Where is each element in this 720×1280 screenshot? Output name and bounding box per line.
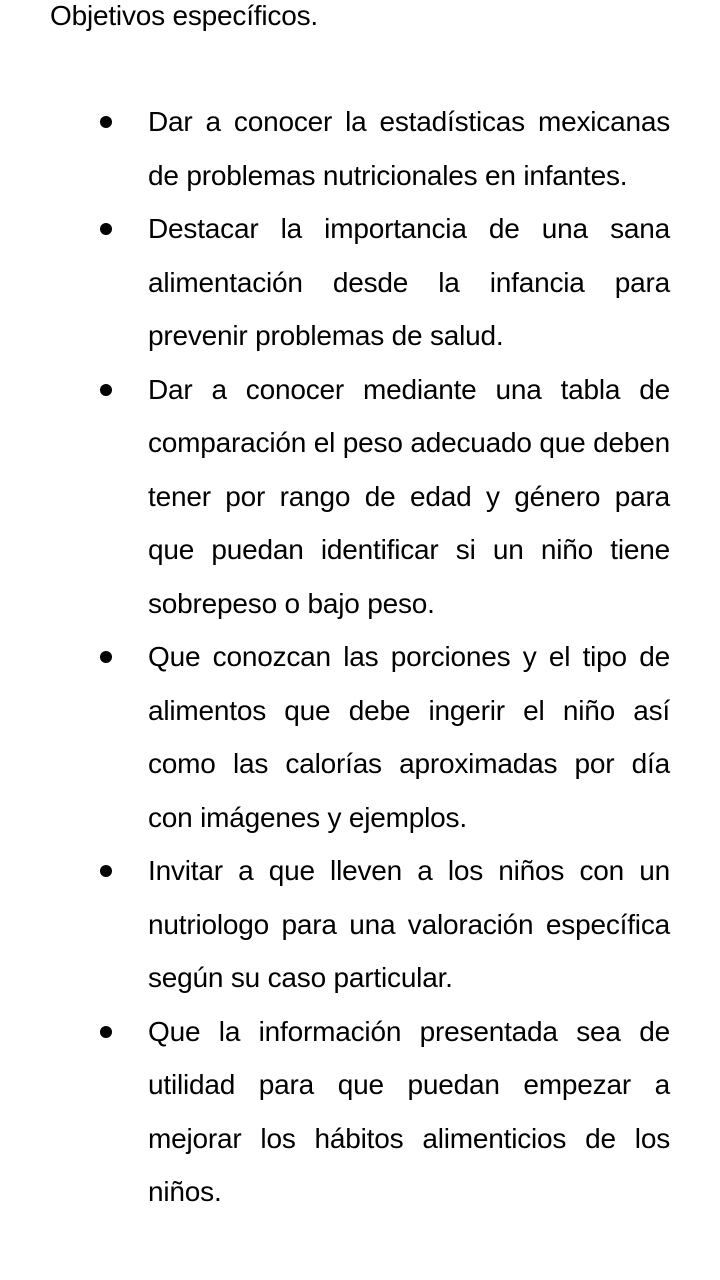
objective-text: Dar a conocer la estadísticas mexicanas de problemas nutricionales en infantes. — [148, 106, 670, 191]
list-item — [0, 202, 720, 363]
objective-text: Destacar la importancia de una sana alimentación desde la infancia para prevenir problemas de salud. — [148, 213, 670, 351]
section-heading: Objetivos específicos. — [50, 0, 318, 31]
list-item — [0, 844, 720, 1005]
objective-text: Que la información presentada sea de utilidad para que puedan empezar a mejorar los hábitos alimenticios de los niños. — [148, 1015, 670, 1207]
bullet-icon — [100, 865, 112, 877]
bullet-icon — [100, 651, 112, 663]
list-item — [0, 363, 720, 631]
objective-text: Dar a conocer mediante una tabla de comparación el peso adecuado que deben tener por rango de edad y género para que puedan identificar si un niño tiene sobrepeso o bajo peso. — [148, 373, 670, 619]
objective-text: Que conozcan las porciones y el tipo de alimentos que debe ingerir el niño así como las calorías aproximadas por día con imágenes y ejemplos. — [148, 641, 670, 833]
bullet-icon — [100, 223, 112, 235]
list-item — [0, 95, 720, 202]
bullet-icon — [100, 116, 112, 128]
objectives-list — [0, 95, 720, 1219]
list-item — [0, 1005, 720, 1219]
objective-text: Invitar a que lleven a los niños con un nutriologo para una valoración específica según su caso particular. — [148, 855, 670, 993]
list-item — [0, 630, 720, 844]
bullet-icon — [100, 1026, 112, 1038]
bullet-icon — [100, 384, 112, 396]
